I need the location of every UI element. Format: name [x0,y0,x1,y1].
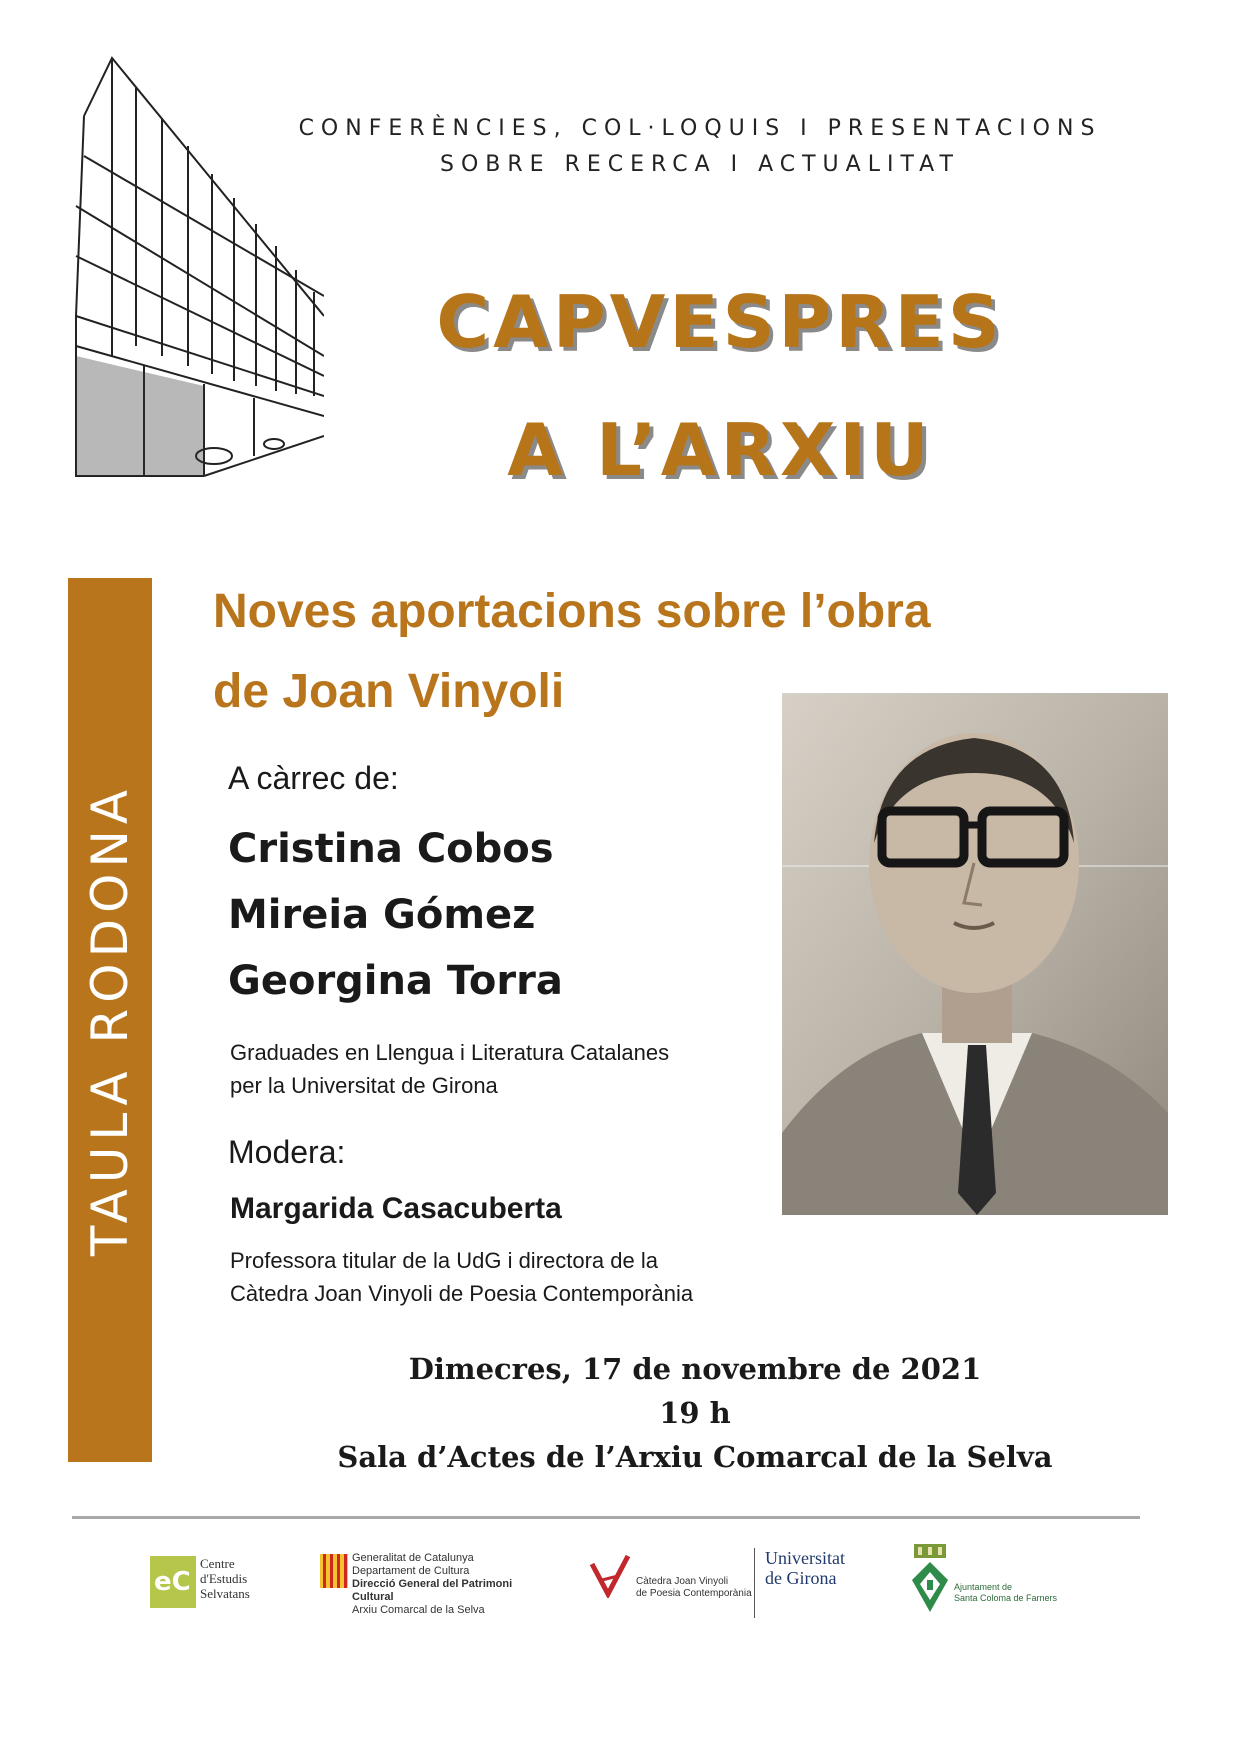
talk-title-line-2: de Joan Vinyoli [213,665,565,718]
generalitat-line-2: Departament de Cultura [352,1565,470,1577]
event-venue: Sala d’Actes de l’Arxiu Comarcal de la Selva [337,1440,1053,1474]
catedra-line-2: de Poesia Contemporània [636,1588,752,1599]
event-date: Dimecres, 17 de novembre de 2021 [408,1352,982,1386]
centre-estudis-selvatans-logo [150,1556,260,1616]
generalitat-line-4: Arxiu Comarcal de la Selva [352,1604,485,1616]
ajuntament-line-1: Ajuntament de [954,1582,1013,1592]
generalitat-line-1: Generalitat de Catalunya [352,1552,474,1564]
moderator-name: Margarida Casacuberta [230,1192,562,1225]
side-band-label: TAULA RODONA [81,783,139,1257]
municipal-shield-icon [910,1544,950,1614]
ces-name-line-3: Selvatans [200,1586,250,1601]
speakers-description-line-2: per la Universitat de Girona [230,1073,498,1098]
generalitat-logo [320,1552,550,1616]
talk-title-line-1: Noves aportacions sobre l’obra [213,585,931,638]
ces-name-line-2: d'Estudis [200,1571,248,1586]
catedra-mark-icon [588,1554,632,1598]
series-kicker-line-1: CONFERÈNCIES, COL·LOQUIS I PRESENTACIONS [298,116,1102,141]
speaker-name: Cristina Cobos [228,826,554,872]
svg-text:eC: eC [154,1567,191,1597]
ces-name-line-1: Centre [200,1556,235,1571]
catedra-vinyoli-logo [588,1552,758,1616]
ajuntament-santa-coloma-logo [910,1544,1060,1618]
portrait-photo [782,693,1168,1215]
speaker-name: Georgina Torra [228,958,563,1004]
udg-line-2: de Girona [765,1568,837,1588]
footer-divider [72,1516,1140,1519]
series-kicker-line-2: SOBRE RECERCA I ACTUALITAT [440,152,960,177]
series-title-line-2: A L’ARXIU [507,408,933,492]
senyera-icon [320,1554,348,1588]
universitat-girona-logo [754,1548,866,1618]
ajuntament-line-2: Santa Coloma de Farners [954,1593,1058,1603]
moderator-label: Modera: [228,1134,346,1170]
generalitat-line-3: Direcció General del Patrimoni Cultural [352,1578,513,1603]
moderator-description-line-1: Professora titular de la UdG i directora de la [230,1248,658,1273]
ces-mark-icon [150,1556,196,1608]
udg-line-1: Universitat [765,1548,845,1568]
moderator-description-line-2: Càtedra Joan Vinyoli de Poesia Contemporània [230,1281,694,1306]
speakers-description-line-1: Graduades en Llengua i Literatura Catalanes [230,1040,670,1065]
speakers-label: A càrrec de: [228,760,399,796]
series-title-line-1: CAPVESPRES [436,280,1004,364]
catedra-line-1: Càtedra Joan Vinyoli [636,1576,729,1587]
event-time: 19 h [659,1396,731,1430]
speaker-name: Mireia Gómez [228,892,536,938]
